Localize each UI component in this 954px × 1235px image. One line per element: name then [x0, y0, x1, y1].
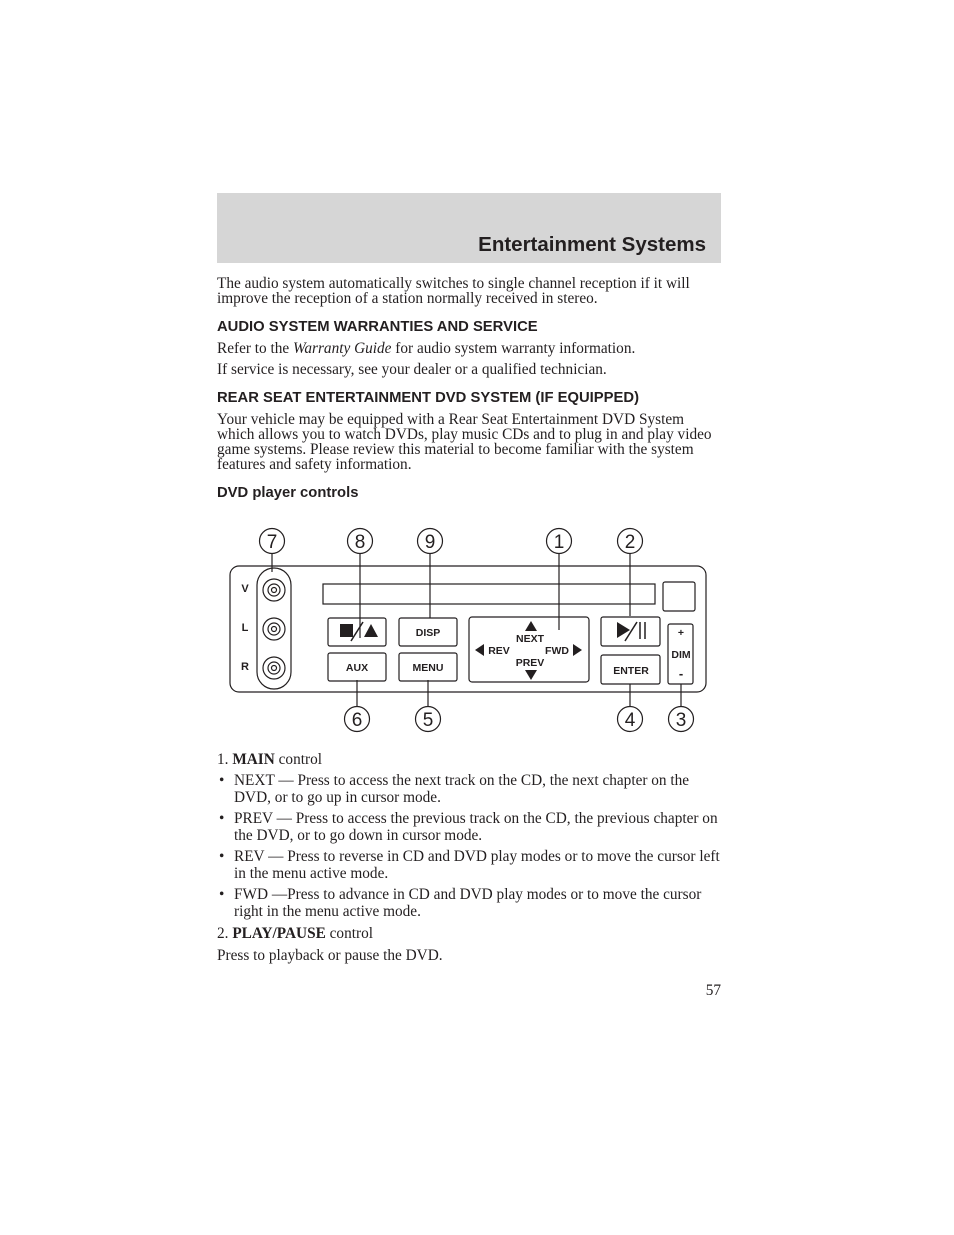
main-control-name: MAIN — [232, 751, 275, 768]
jack-label-r: R — [241, 661, 249, 673]
fwd-right-arrow-icon — [573, 644, 582, 656]
callout-7: 7 — [266, 532, 278, 553]
callout-9: 9 — [424, 532, 436, 553]
eject-icon — [364, 624, 378, 637]
indicator-window — [663, 582, 695, 611]
dvd-heading: REAR SEAT ENTERTAINMENT DVD SYSTEM (IF EQUIPPED) — [217, 390, 640, 406]
warranty-heading: AUDIO SYSTEM WARRANTIES AND SERVICE — [217, 319, 538, 335]
dim-minus-label: - — [678, 666, 684, 681]
bullet-next: • NEXT — Press to access the next track on the CD, the next chapter on the DVD, or to go up in cursor mode. — [217, 773, 721, 806]
play-pause-description: Press to playback or pause the DVD. — [217, 947, 443, 964]
dim-plus-label: + — [677, 627, 685, 639]
callout-5: 5 — [422, 710, 434, 731]
next-up-arrow-icon — [525, 621, 537, 631]
prev-label: PREV — [515, 657, 545, 669]
next-label: NEXT — [515, 633, 545, 645]
menu-label: MENU — [412, 662, 444, 674]
main-control-item: 1. MAIN control — [217, 751, 322, 768]
rev-label: REV — [488, 645, 510, 657]
controls-list — [217, 751, 721, 963]
stop-icon — [340, 624, 353, 637]
enter-label: ENTER — [613, 665, 649, 677]
intro-paragraph: The audio system automatically switches to single channel reception if it will improve the reception of a station normally received in stereo. — [217, 275, 690, 307]
bullet-rev: • REV — Press to reverse in CD and DVD play modes or to move the cursor left in the menu active mode. — [217, 849, 721, 882]
dvd-paragraph: Your vehicle may be equipped with a Rear Seat Entertainment DVD System which allows you to watch DVDs, play music CDs and to plug in and play video game systems. Please review this material to become familiar with the system features and safety information. — [217, 411, 712, 473]
page-number: 57 — [705, 982, 721, 999]
callout-1: 1 — [553, 532, 565, 553]
play-pause-name: PLAY/PAUSE — [232, 925, 326, 942]
main-control-bullets — [217, 773, 721, 920]
disp-label: DISP — [415, 627, 441, 639]
callout-2: 2 — [624, 532, 636, 553]
bullet-fwd: • FWD —Press to advance in CD and DVD play modes or to move the cursor right in the menu active mode. — [217, 887, 721, 920]
callout-4: 4 — [624, 710, 636, 731]
prev-down-arrow-icon — [525, 670, 537, 680]
callout-3: 3 — [675, 710, 687, 731]
main-content — [217, 276, 721, 502]
warranty-guide-title: Warranty Guide — [293, 340, 392, 357]
warranty-line-1: Refer to the Warranty Guide for audio system warranty information. — [217, 340, 636, 357]
callout-6: 6 — [351, 710, 363, 731]
header-band — [217, 193, 721, 263]
rev-left-arrow-icon — [475, 644, 484, 656]
section-title: Entertainment Systems — [478, 233, 706, 256]
warranty-line-2: If service is necessary, see your dealer or a qualified technician. — [217, 361, 607, 378]
aux-label: AUX — [345, 662, 369, 674]
fwd-label: FWD — [545, 645, 569, 657]
dvd-controls-subheading: DVD player controls — [217, 485, 359, 501]
dvd-player-diagram — [217, 520, 721, 740]
callout-8: 8 — [354, 532, 366, 553]
jack-label-v: V — [241, 583, 249, 595]
play-pause-item: 2. PLAY/PAUSE control — [217, 925, 373, 942]
bullet-prev: • PREV — Press to access the previous track on the CD, the previous chapter on the DVD, or to go down in cursor mode. — [217, 811, 721, 844]
disc-slot — [323, 584, 655, 604]
dim-label: DIM — [671, 649, 691, 661]
jack-label-l: L — [241, 622, 249, 634]
